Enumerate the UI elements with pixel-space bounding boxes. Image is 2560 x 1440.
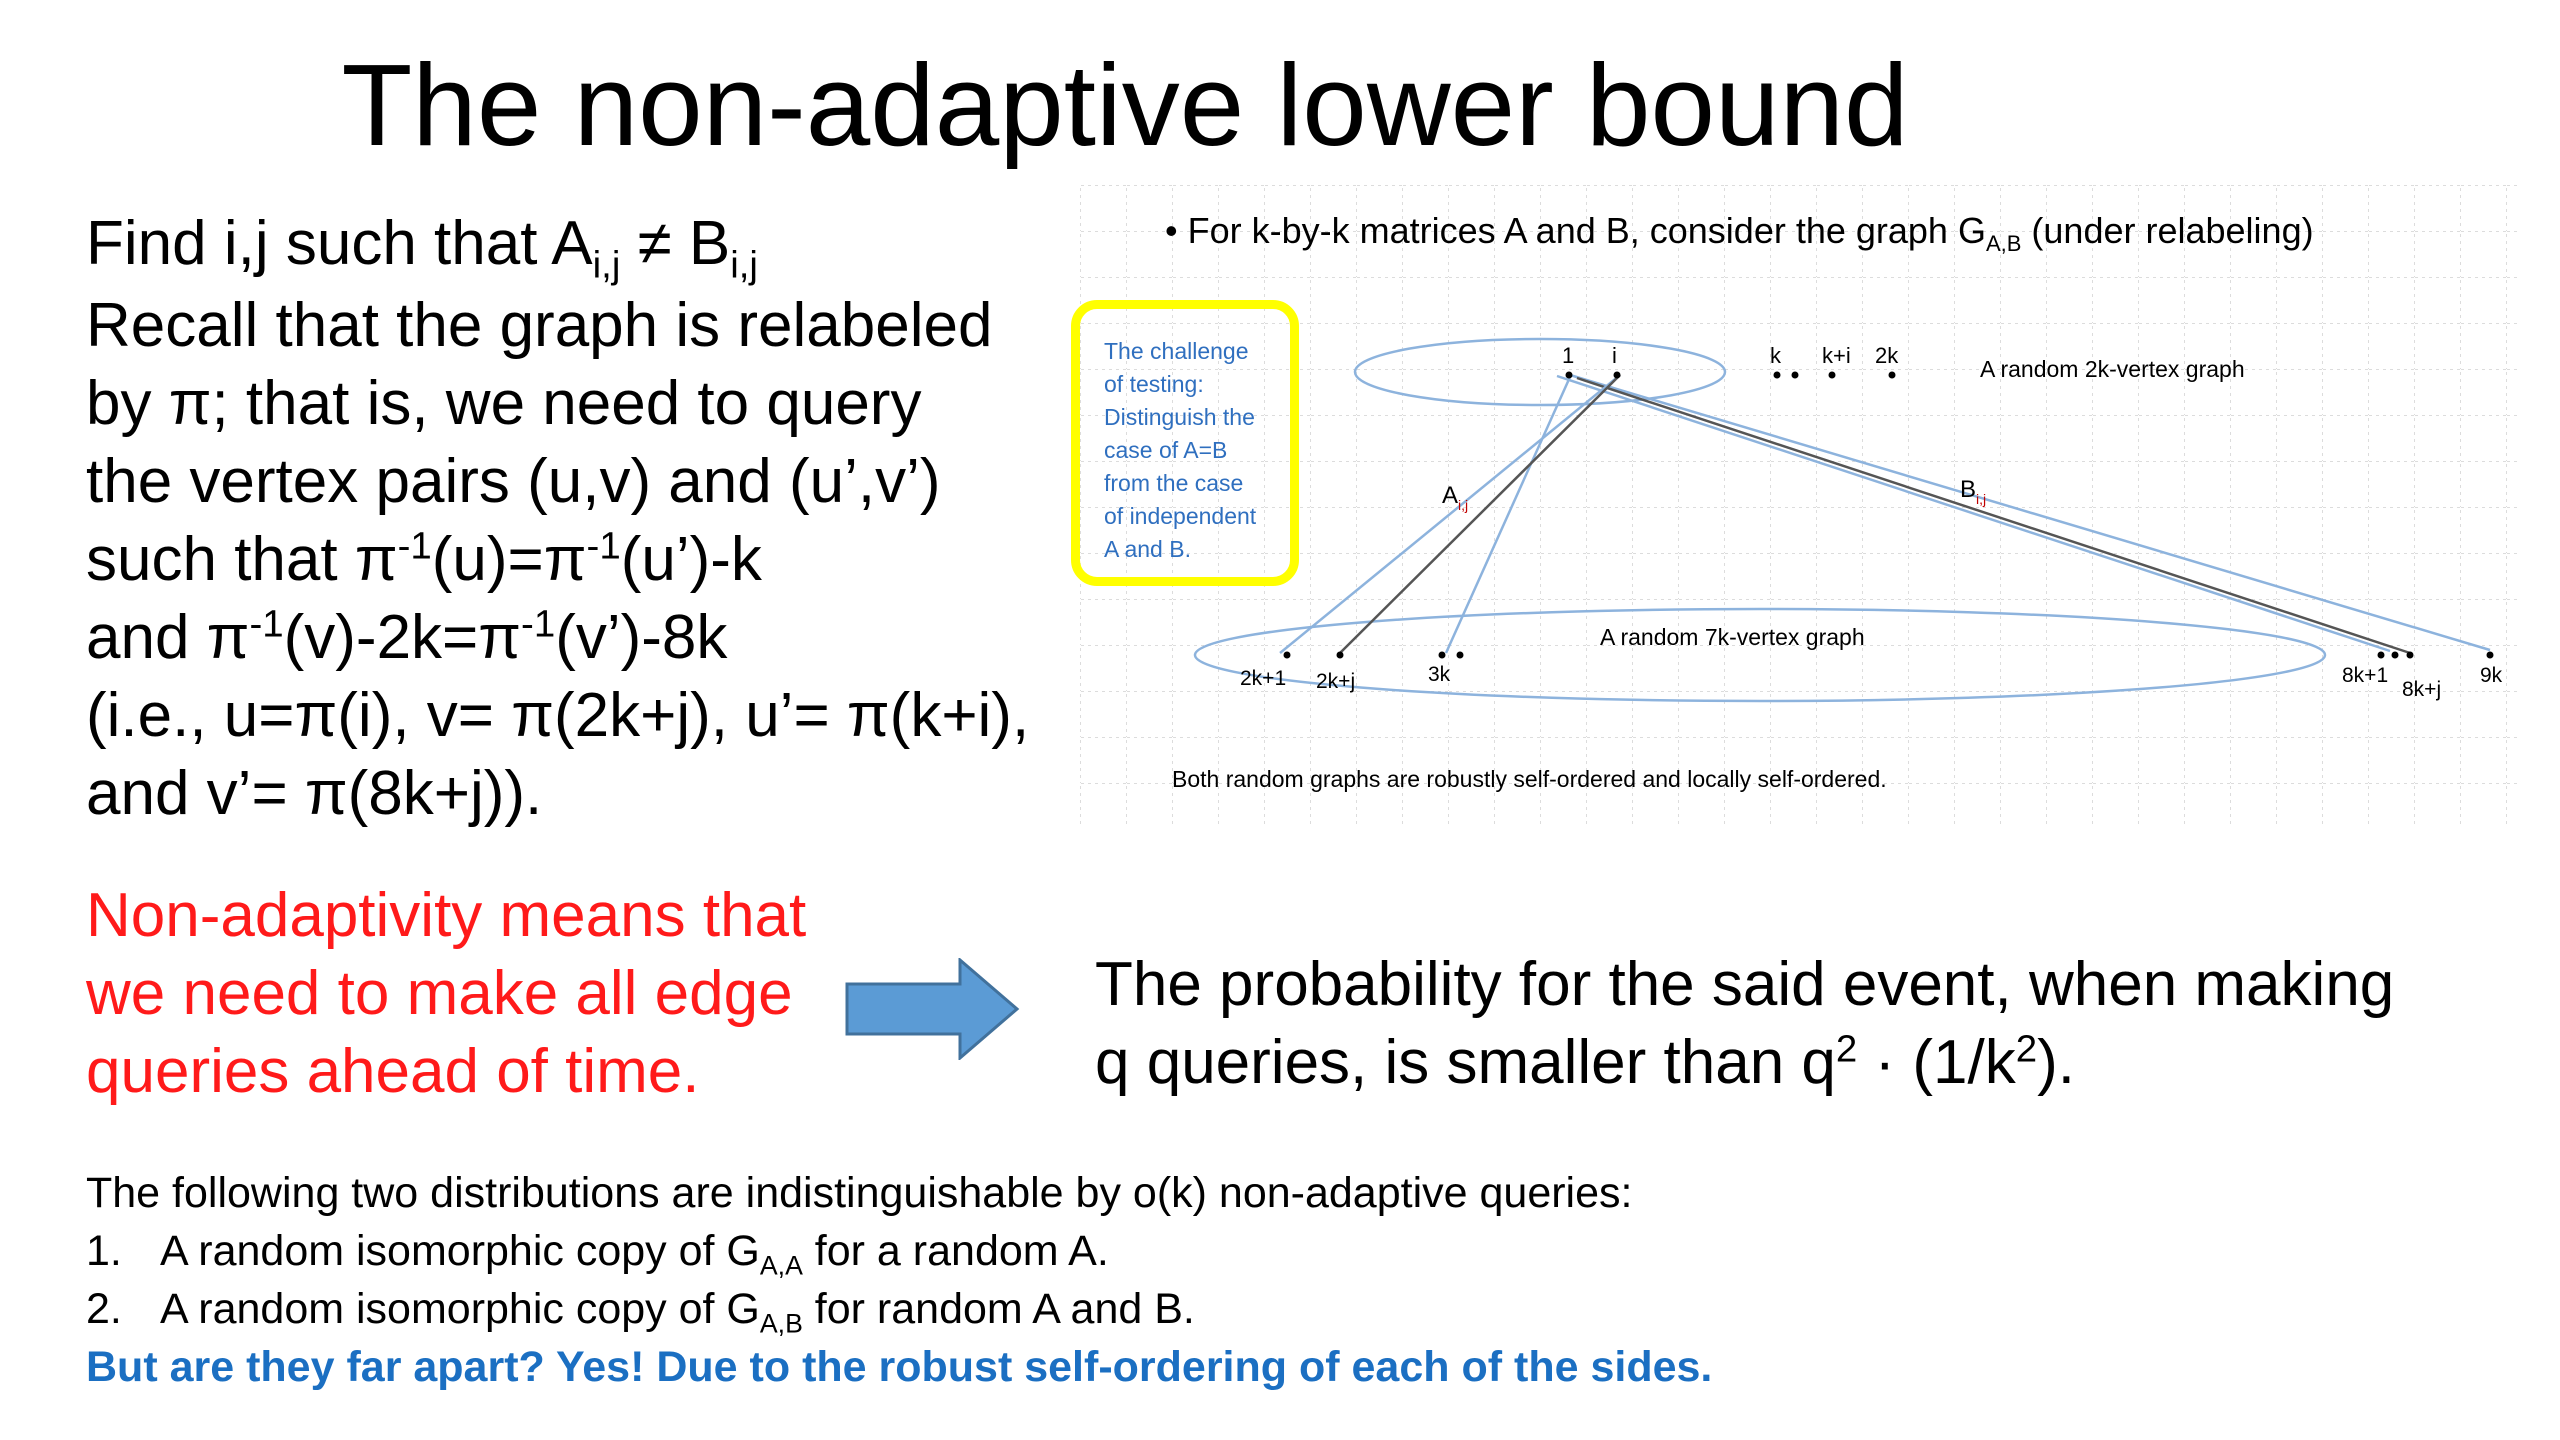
bottom-vertex-dot xyxy=(1337,652,1344,659)
left-line-4: the vertex pairs (u,v) and (u’,v’) xyxy=(86,447,941,516)
top-label-k: k xyxy=(1770,343,1781,368)
top-label-1: 1 xyxy=(1562,343,1575,368)
top-graph-label: A random 2k-vertex graph xyxy=(1980,356,2245,382)
bottom-item-2: 2. A random isomorphic copy of $G_{A,B}$ for random A and B. xyxy=(86,1285,1195,1339)
bottom-label-8k1: 8k+1 xyxy=(2342,664,2389,687)
bottom-vertex-dot xyxy=(2487,652,2494,659)
diagram-footnote: Both random graphs are robustly self-ordered and locally self-ordered. xyxy=(1172,766,1887,792)
bottom-vertex-dot xyxy=(1457,652,1464,659)
top-label-ki: k+i xyxy=(1822,343,1851,368)
left-line-2: Recall that the graph is relabeled xyxy=(86,291,993,360)
top-vertex-dot xyxy=(1829,372,1836,379)
left-line-8: and v’= π(8k+j)). xyxy=(86,759,543,828)
right-arrow-icon xyxy=(845,958,1020,1060)
edge-label-b: $B_{i,j}$ xyxy=(1960,476,1987,507)
top-vertex-dot xyxy=(1614,372,1621,379)
bottom-item-1: 1. A random isomorphic copy of $G_{A,A}$ for a random A. xyxy=(86,1227,1109,1281)
bottom-label-2kj: 2k+j xyxy=(1316,670,1356,693)
probability-line-1: The probability for the said event, when making xyxy=(1095,950,2395,1019)
bottom-vertex-dot xyxy=(2407,652,2414,659)
bottom-vertex-dot xyxy=(1284,652,1291,659)
bottom-vertex-dot xyxy=(1439,652,1446,659)
bullet-heading: • For k-by-k matrices A and B, consider the graph $G_{A,B}$ (under relabeling) xyxy=(1165,210,2314,256)
left-line-7: (i.e., u=π(i), v= π(2k+j), u’= π(k+i), xyxy=(86,681,1030,750)
bottom-vertex-dot xyxy=(2378,652,2385,659)
left-line-1: Find i,j such that $A_{i,j} \ne B_{i,j}$ xyxy=(86,209,758,287)
left-line-5: such that $\pi^{-1}(u)=\pi^{-1}(u’)-k$ xyxy=(86,524,762,594)
left-line-3: by π; that is, we need to query xyxy=(86,369,922,438)
top-label-2k: 2k xyxy=(1875,343,1899,368)
top-vertex-dot xyxy=(1566,372,1573,379)
red-line-2: we need to make all edge xyxy=(86,959,793,1028)
top-vertex-dot xyxy=(1774,372,1781,379)
probability-line-2: q queries, is smaller than $q^2 \cdot (1/k^2)$. xyxy=(1095,1027,2075,1097)
bottom-conclusion: But are they far apart? Yes! Due to the robust self-ordering of each of the sides. xyxy=(86,1343,1713,1391)
bottom-graph-label: A random 7k-vertex graph xyxy=(1600,624,1865,650)
top-vertex-dot xyxy=(1792,372,1799,379)
edge-label-a: $A_{i,j}$ xyxy=(1442,482,1469,513)
left-line-6: and $\pi^{-1}(v)-2k=\pi^{-1}(v’)-8k$ xyxy=(86,602,728,672)
top-label-i: i xyxy=(1612,343,1617,368)
bottom-vertex-dot xyxy=(2392,652,2399,659)
bottom-label-8kj: 8k+j xyxy=(2402,678,2442,701)
red-line-1: Non-adaptivity means that xyxy=(86,881,807,950)
bottom-label-2k1: 2k+1 xyxy=(1240,667,1287,690)
bottom-label-3k: 3k xyxy=(1428,663,1451,686)
challenge-callout-text: The challenge of testing: Distinguish the case of A=B from the case of independent A and B. xyxy=(1104,338,1257,562)
bottom-label-9k: 9k xyxy=(2480,664,2503,687)
top-vertex-dot xyxy=(1889,372,1896,379)
red-line-3: queries ahead of time. xyxy=(86,1037,700,1106)
bottom-intro: The following two distributions are indistinguishable by o(k) non-adaptive queries: xyxy=(86,1169,1633,1217)
slide-title: The non-adaptive lower bound xyxy=(341,40,1909,170)
